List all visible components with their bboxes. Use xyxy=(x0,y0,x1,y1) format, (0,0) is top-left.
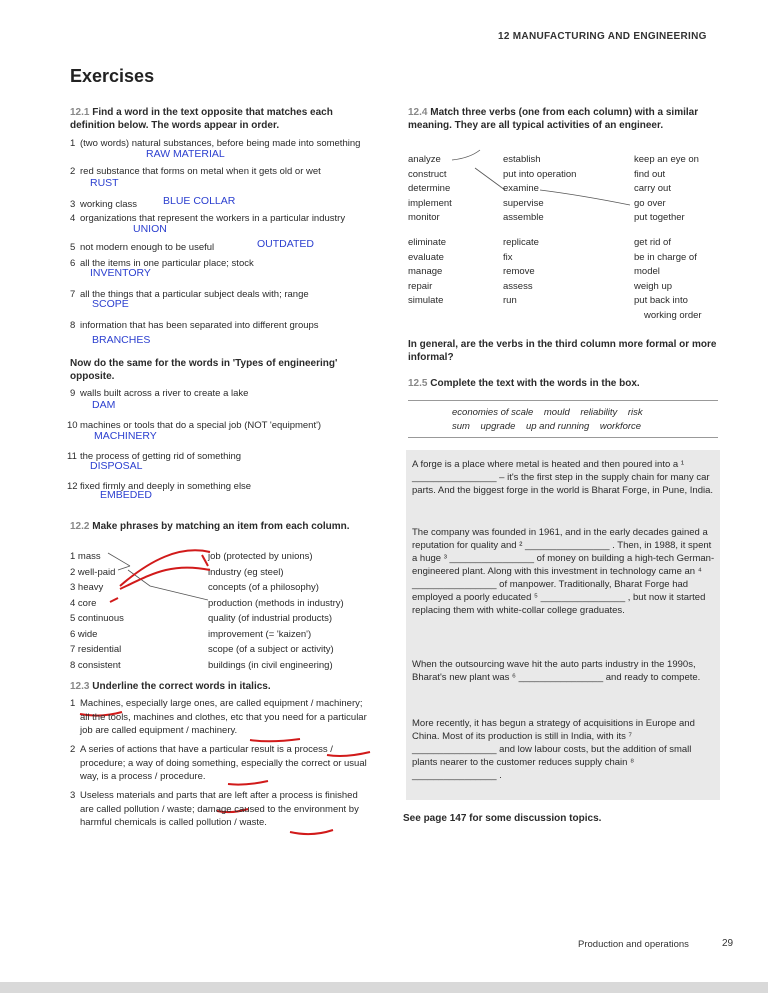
match-line xyxy=(128,570,208,600)
handwritten-answer: RAW MATERIAL xyxy=(146,148,225,160)
list-item: 3 Useless materials and parts that are left after a process is finished are called pollution / waste; damage caused to the environment by harmful chemicals is called pollution / waste. xyxy=(70,790,359,828)
verb-column-1b: eliminate evaluate manage repair simulate xyxy=(408,237,447,306)
question: In general, are the verbs in the third column more formal or more informal? xyxy=(408,339,717,363)
match-left-item: 1 mass xyxy=(70,551,101,562)
verb-column-3b: get rid of be in charge of model weigh up put back into working order xyxy=(634,237,702,321)
list-item: 11 the process of getting rid of something xyxy=(67,451,242,462)
see-page-note: See page 147 for some discussion topics. xyxy=(403,813,602,824)
match-right-item: buildings (in civil engineering) xyxy=(208,659,333,671)
list-item: 2 red substance that forms on metal when it gets old or wet xyxy=(70,166,321,177)
text-paragraph: The company was founded in 1961, and in the early decades gained a reputation for quality and ² ________________ . Then, in 1988, it spent a huge ³ ________________ of money on building a high-tech German-engineered plant. Along with this investment in technology came an ⁴ ________________ of manpower. Traditionally, Bharat Forge had employed a poorly educated ⁵ ________________ , but now it started replacing them with white-collar college graduates. xyxy=(412,527,715,616)
text-paragraph: More recently, it has begun a strategy of acquisitions in Europe and China. Most of its production is still in India, with its ⁷ ________________ and low labour costs, but the addition of small plants nearer to the customer reduces supply chain ⁸ ________________ . xyxy=(412,718,695,781)
match-line xyxy=(120,568,210,589)
list-item: 10 machines or tools that do a special job (NOT 'equipment') xyxy=(67,420,322,431)
list-item: 9 walls built across a river to create a lake xyxy=(70,388,249,399)
section-12-5-heading: 12.5 Complete the text with the words in the box. xyxy=(408,378,640,389)
verb-column-1a: analyze construct determine implement monitor xyxy=(408,154,452,223)
match-right-item: industry (eg steel) xyxy=(208,566,284,578)
section-12-1-heading: 12.1 Find a word in the text opposite that matches each definition below. The words appear in order. xyxy=(70,107,333,131)
match-left-item: 7 residential xyxy=(70,644,122,655)
underline-mark xyxy=(250,739,300,741)
list-item: 3 working class xyxy=(70,199,138,210)
page-title: Exercises xyxy=(70,66,155,86)
list-item: 8 information that has been separated into different groups xyxy=(70,320,319,331)
list-item: 2 A series of actions that have a particular result is a process / procedure; a way of doing something, especially the correct or usual way, is a process / procedure. xyxy=(70,744,367,782)
section-12-2-heading: 12.2 Make phrases by matching an item from each column. xyxy=(70,521,350,532)
match-right-item: concepts (of a philosophy) xyxy=(208,582,319,593)
word-box-row: sum upgrade up and running workforce xyxy=(452,421,642,432)
handwritten-answer: DAM xyxy=(92,399,116,411)
word-box xyxy=(408,400,718,438)
handwritten-answer: DISPOSAL xyxy=(90,460,143,472)
match-line xyxy=(110,598,118,602)
list-item: 12 fixed firmly and deeply in something else xyxy=(67,481,252,492)
match-left-item: 6 wide xyxy=(70,628,98,640)
list-item: 1 (two words) natural substances, before being made into something xyxy=(70,138,361,149)
match-left-item: 8 consistent xyxy=(70,659,121,671)
list-item: 6 all the items in one particular place; stock xyxy=(70,258,254,269)
running-head: 12 MANUFACTURING AND ENGINEERING xyxy=(498,31,707,42)
handwritten-answer: INVENTORY xyxy=(90,267,151,279)
match-right-item: scope (of a subject or activity) xyxy=(208,644,334,655)
match-left-item: 5 continuous xyxy=(70,613,124,624)
handwritten-answer: UNION xyxy=(133,223,167,235)
list-item: 5 not modern enough to be useful xyxy=(70,242,215,253)
list-item: 1 Machines, especially large ones, are called equipment / machinery; all the tools, machines and clothes, etc that you need for a particular job are called equipment / machinery. xyxy=(70,698,367,736)
handwritten-answer: SCOPE xyxy=(92,298,129,310)
match-left-item: 2 well-paid xyxy=(70,566,116,578)
match-right-item: production (methods in industry) xyxy=(208,597,344,609)
handwritten-answer: BLUE COLLAR xyxy=(163,195,236,207)
scan-edge xyxy=(0,982,768,993)
verb-column-3a: keep an eye on find out carry out go over put together xyxy=(634,154,699,223)
text-paragraph: When the outsourcing wave hit the auto parts industry in the 1990s, Bharat's new plant was ⁶ ________________ and ready to compete. xyxy=(412,659,701,683)
footer-section-name: Production and operations xyxy=(578,939,689,950)
match-left-item: 4 core xyxy=(70,597,97,609)
text-paragraph: A forge is a place where metal is heated and then poured into a ¹ ________________ – it's the first step in the supply chain for many car parts. And the biggest forge in the world is Bharat Forge, in Pune, India. xyxy=(412,459,714,496)
match-right-item: job (protected by unions) xyxy=(208,551,313,562)
match-line xyxy=(202,555,208,566)
handwritten-answer: BRANCHES xyxy=(92,334,151,346)
match-right-item: improvement (= 'kaizen') xyxy=(208,628,312,640)
underline-mark xyxy=(290,830,333,834)
match-right-item: quality (of industrial products) xyxy=(208,613,333,624)
list-item: 7 all the things that a particular subject deals with; range xyxy=(70,289,309,300)
handwritten-answer: RUST xyxy=(90,177,119,189)
handwritten-answer: OUTDATED xyxy=(257,238,314,250)
handwritten-answer: MACHINERY xyxy=(94,430,157,442)
sub-heading: Now do the same for the words in 'Types of engineering' opposite. xyxy=(70,358,338,382)
list-item: 4 organizations that represent the workers in a particular industry xyxy=(70,213,346,224)
match-line xyxy=(108,553,130,570)
page-number: 29 xyxy=(722,938,734,949)
word-box-row: economies of scale mould reliability risk xyxy=(452,407,643,418)
handwritten-answer: EMBEDED xyxy=(100,489,152,501)
match-left-item: 3 heavy xyxy=(70,582,104,593)
section-12-3-heading: 12.3 Underline the correct words in italics. xyxy=(70,681,271,692)
verb-column-2b: replicate fix remove assess run xyxy=(503,237,539,306)
section-12-4-heading: 12.4 Match three verbs (one from each column) with a similar meaning. They are all typical activities of an engineer. xyxy=(408,107,699,131)
verb-column-2a: establish put into operation examine supervise assemble xyxy=(503,154,577,223)
